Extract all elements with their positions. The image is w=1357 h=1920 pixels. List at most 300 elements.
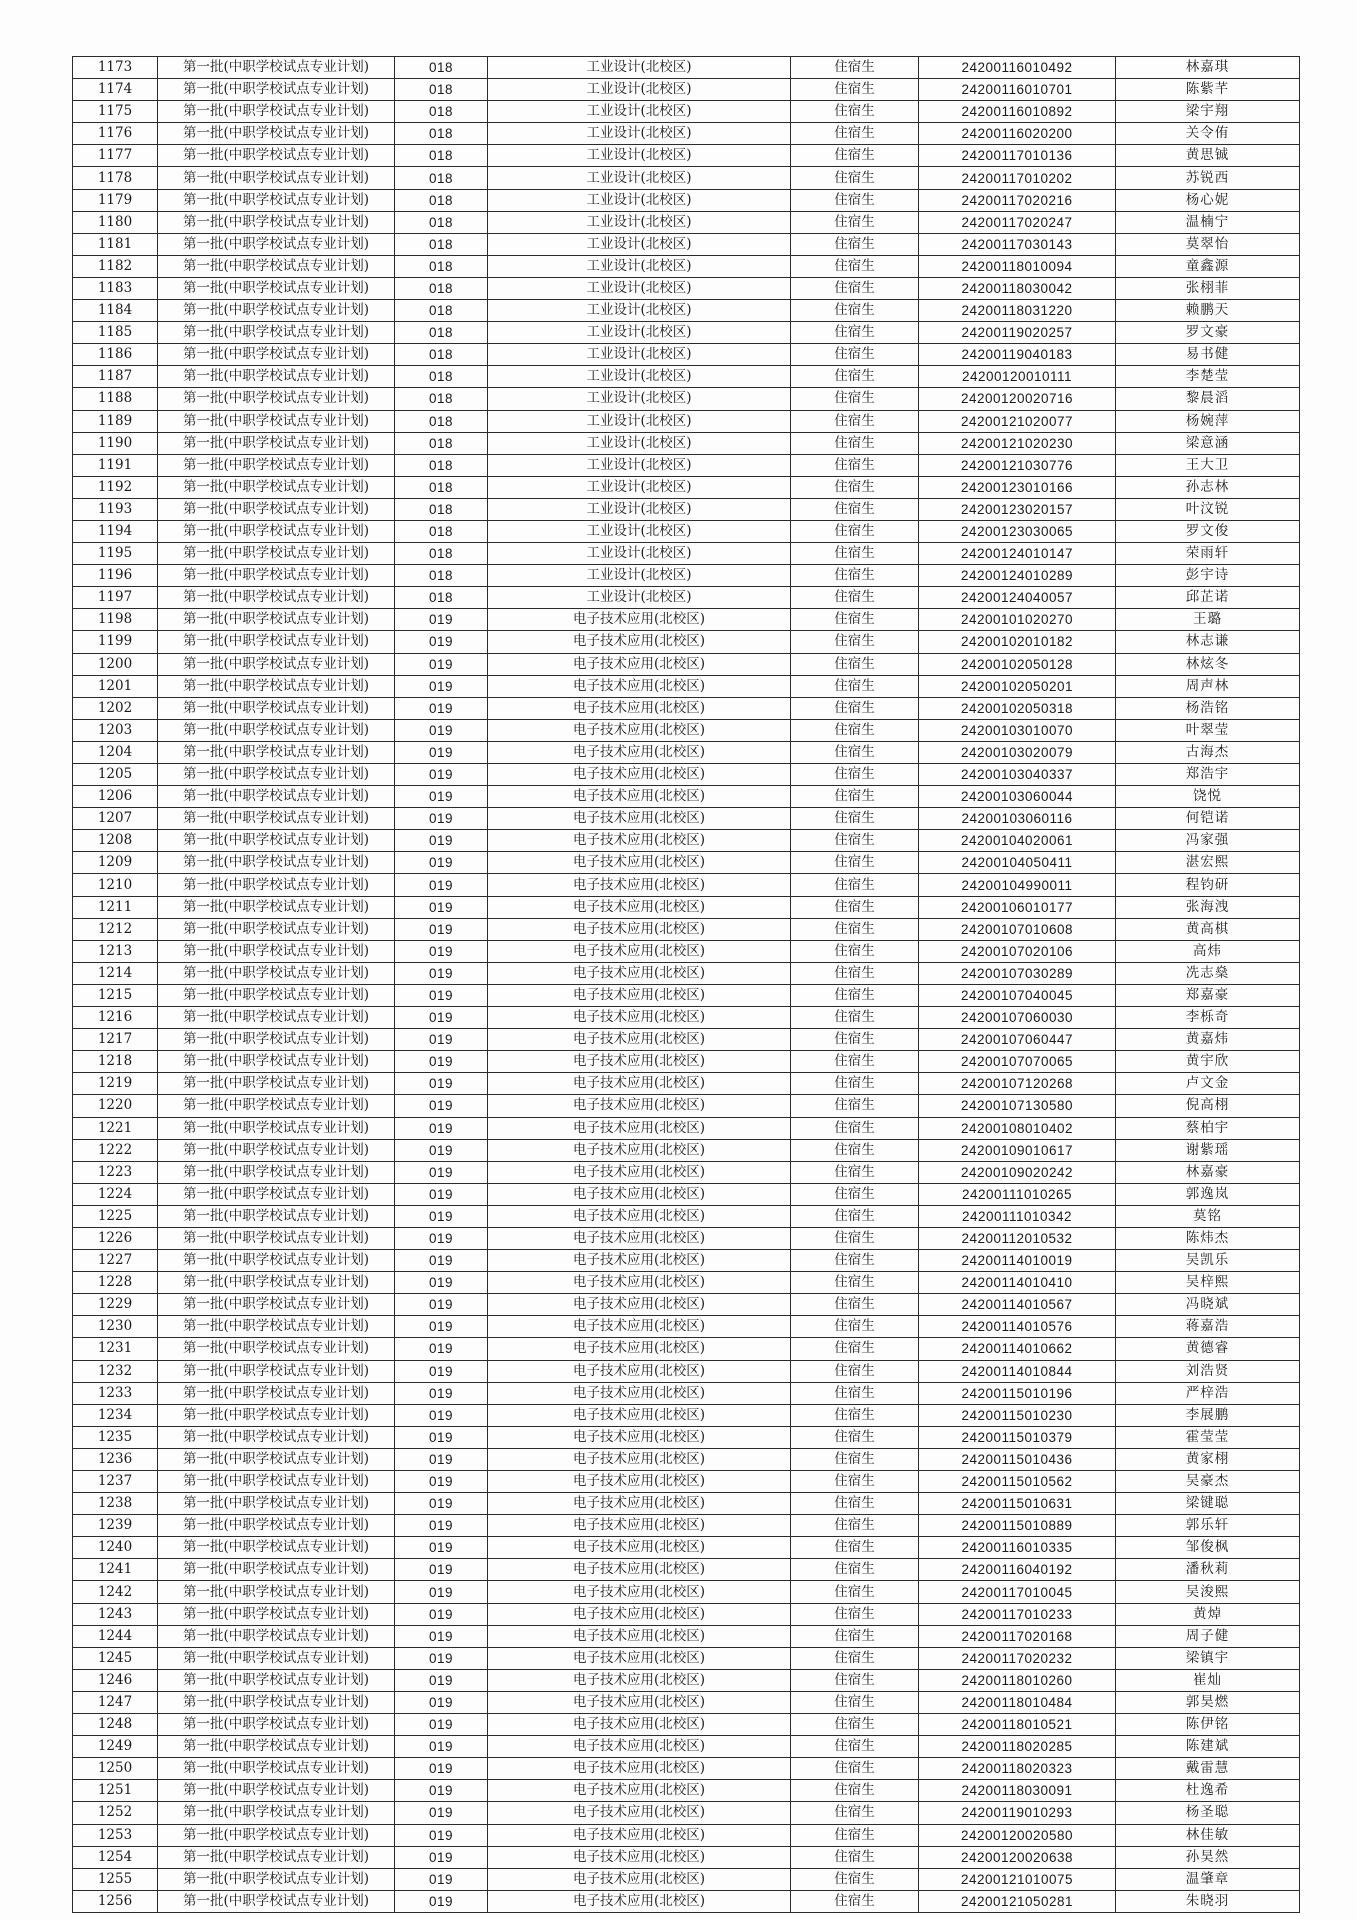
exam-number-cell: 24200117010202 bbox=[919, 167, 1116, 189]
table-row bbox=[73, 719, 1300, 741]
table-row bbox=[73, 1691, 1300, 1713]
row-number-cell: 1214 bbox=[73, 962, 158, 984]
row-number-cell: 1255 bbox=[73, 1868, 158, 1890]
exam-number-cell: 24200109010617 bbox=[919, 1139, 1116, 1161]
student-type-cell: 住宿生 bbox=[791, 322, 919, 344]
major-code-cell: 019 bbox=[395, 1758, 488, 1780]
batch-cell: 第一批(中职学校试点专业计划) bbox=[158, 388, 395, 410]
student-type-cell: 住宿生 bbox=[791, 896, 919, 918]
student-type-cell: 住宿生 bbox=[791, 1537, 919, 1559]
row-number-cell: 1184 bbox=[73, 300, 158, 322]
major-code-cell: 018 bbox=[395, 277, 488, 299]
student-type-cell: 住宿生 bbox=[791, 300, 919, 322]
exam-number-cell: 24200118020323 bbox=[919, 1758, 1116, 1780]
batch-cell: 第一批(中职学校试点专业计划) bbox=[158, 1537, 395, 1559]
major-name-cell: 电子技术应用(北校区) bbox=[488, 1448, 791, 1470]
student-type-cell: 住宿生 bbox=[791, 1139, 919, 1161]
batch-cell: 第一批(中职学校试点专业计划) bbox=[158, 675, 395, 697]
row-number-cell: 1205 bbox=[73, 764, 158, 786]
student-type-cell: 住宿生 bbox=[791, 1824, 919, 1846]
major-name-cell: 电子技术应用(北校区) bbox=[488, 874, 791, 896]
major-name-cell: 工业设计(北校区) bbox=[488, 300, 791, 322]
student-type-cell: 住宿生 bbox=[791, 101, 919, 123]
major-name-cell: 电子技术应用(北校区) bbox=[488, 1714, 791, 1736]
table-row bbox=[73, 233, 1300, 255]
batch-cell: 第一批(中职学校试点专业计划) bbox=[158, 1493, 395, 1515]
row-number-cell: 1216 bbox=[73, 1007, 158, 1029]
student-name-cell: 林志谦 bbox=[1116, 631, 1300, 653]
student-name-cell: 梁意涵 bbox=[1116, 432, 1300, 454]
student-name-cell: 霍莹莹 bbox=[1116, 1426, 1300, 1448]
student-type-cell: 住宿生 bbox=[791, 454, 919, 476]
major-name-cell: 电子技术应用(北校区) bbox=[488, 1161, 791, 1183]
exam-number-cell: 24200119020257 bbox=[919, 322, 1116, 344]
batch-cell: 第一批(中职学校试点专业计划) bbox=[158, 874, 395, 896]
student-name-cell: 梁键聪 bbox=[1116, 1493, 1300, 1515]
student-name-cell: 吴凯乐 bbox=[1116, 1250, 1300, 1272]
student-type-cell: 住宿生 bbox=[791, 476, 919, 498]
major-name-cell: 电子技术应用(北校区) bbox=[488, 1802, 791, 1824]
row-number-cell: 1224 bbox=[73, 1183, 158, 1205]
major-name-cell: 电子技术应用(北校区) bbox=[488, 1426, 791, 1448]
row-number-cell: 1175 bbox=[73, 101, 158, 123]
major-code-cell: 019 bbox=[395, 1029, 488, 1051]
exam-number-cell: 24200118010484 bbox=[919, 1691, 1116, 1713]
student-type-cell: 住宿生 bbox=[791, 1736, 919, 1758]
exam-number-cell: 24200118030042 bbox=[919, 277, 1116, 299]
student-name-cell: 吴浚熙 bbox=[1116, 1581, 1300, 1603]
batch-cell: 第一批(中职学校试点专业计划) bbox=[158, 587, 395, 609]
major-name-cell: 电子技术应用(北校区) bbox=[488, 1559, 791, 1581]
exam-number-cell: 24200103020079 bbox=[919, 741, 1116, 763]
table-row bbox=[73, 1559, 1300, 1581]
major-code-cell: 018 bbox=[395, 498, 488, 520]
table-row bbox=[73, 1250, 1300, 1272]
batch-cell: 第一批(中职学校试点专业计划) bbox=[158, 344, 395, 366]
batch-cell: 第一批(中职学校试点专业计划) bbox=[158, 1205, 395, 1227]
student-type-cell: 住宿生 bbox=[791, 123, 919, 145]
major-code-cell: 019 bbox=[395, 1824, 488, 1846]
table-row bbox=[73, 1117, 1300, 1139]
major-code-cell: 019 bbox=[395, 1007, 488, 1029]
student-name-cell: 李栎奇 bbox=[1116, 1007, 1300, 1029]
table-row bbox=[73, 1868, 1300, 1890]
major-code-cell: 019 bbox=[395, 1183, 488, 1205]
row-number-cell: 1221 bbox=[73, 1117, 158, 1139]
table-row bbox=[73, 1846, 1300, 1868]
exam-number-cell: 24200115010631 bbox=[919, 1493, 1116, 1515]
student-name-cell: 黄德睿 bbox=[1116, 1338, 1300, 1360]
student-name-cell: 蒋嘉浩 bbox=[1116, 1316, 1300, 1338]
row-number-cell: 1251 bbox=[73, 1780, 158, 1802]
table-row bbox=[73, 697, 1300, 719]
student-type-cell: 住宿生 bbox=[791, 1647, 919, 1669]
exam-number-cell: 24200102050318 bbox=[919, 697, 1116, 719]
batch-cell: 第一批(中职学校试点专业计划) bbox=[158, 1780, 395, 1802]
major-code-cell: 018 bbox=[395, 344, 488, 366]
row-number-cell: 1177 bbox=[73, 145, 158, 167]
major-name-cell: 电子技术应用(北校区) bbox=[488, 1493, 791, 1515]
major-name-cell: 电子技术应用(北校区) bbox=[488, 609, 791, 631]
student-type-cell: 住宿生 bbox=[791, 874, 919, 896]
major-code-cell: 019 bbox=[395, 1736, 488, 1758]
student-type-cell: 住宿生 bbox=[791, 697, 919, 719]
major-code-cell: 019 bbox=[395, 1316, 488, 1338]
major-name-cell: 电子技术应用(北校区) bbox=[488, 940, 791, 962]
table-row bbox=[73, 962, 1300, 984]
table-row bbox=[73, 255, 1300, 277]
batch-cell: 第一批(中职学校试点专业计划) bbox=[158, 896, 395, 918]
batch-cell: 第一批(中职学校试点专业计划) bbox=[158, 1338, 395, 1360]
major-name-cell: 电子技术应用(北校区) bbox=[488, 1824, 791, 1846]
student-name-cell: 张栩菲 bbox=[1116, 277, 1300, 299]
major-name-cell: 工业设计(北校区) bbox=[488, 388, 791, 410]
major-code-cell: 019 bbox=[395, 1205, 488, 1227]
major-code-cell: 019 bbox=[395, 1404, 488, 1426]
exam-number-cell: 24200107030289 bbox=[919, 962, 1116, 984]
table-row bbox=[73, 520, 1300, 542]
student-name-cell: 杜逸希 bbox=[1116, 1780, 1300, 1802]
major-name-cell: 电子技术应用(北校区) bbox=[488, 653, 791, 675]
row-number-cell: 1245 bbox=[73, 1647, 158, 1669]
row-number-cell: 1192 bbox=[73, 476, 158, 498]
batch-cell: 第一批(中职学校试点专业计划) bbox=[158, 1714, 395, 1736]
row-number-cell: 1200 bbox=[73, 653, 158, 675]
row-number-cell: 1208 bbox=[73, 830, 158, 852]
batch-cell: 第一批(中职学校试点专业计划) bbox=[158, 233, 395, 255]
exam-number-cell: 24200106010177 bbox=[919, 896, 1116, 918]
batch-cell: 第一批(中职学校试点专业计划) bbox=[158, 1824, 395, 1846]
major-name-cell: 电子技术应用(北校区) bbox=[488, 1316, 791, 1338]
student-type-cell: 住宿生 bbox=[791, 984, 919, 1006]
batch-cell: 第一批(中职学校试点专业计划) bbox=[158, 277, 395, 299]
student-type-cell: 住宿生 bbox=[791, 1448, 919, 1470]
table-row bbox=[73, 167, 1300, 189]
row-number-cell: 1203 bbox=[73, 719, 158, 741]
major-name-cell: 工业设计(北校区) bbox=[488, 432, 791, 454]
exam-number-cell: 24200124040057 bbox=[919, 587, 1116, 609]
student-type-cell: 住宿生 bbox=[791, 520, 919, 542]
batch-cell: 第一批(中职学校试点专业计划) bbox=[158, 57, 395, 79]
student-type-cell: 住宿生 bbox=[791, 852, 919, 874]
row-number-cell: 1202 bbox=[73, 697, 158, 719]
exam-number-cell: 24200116020200 bbox=[919, 123, 1116, 145]
student-name-cell: 湛宏熙 bbox=[1116, 852, 1300, 874]
major-name-cell: 工业设计(北校区) bbox=[488, 366, 791, 388]
student-type-cell: 住宿生 bbox=[791, 719, 919, 741]
table-row bbox=[73, 300, 1300, 322]
table-row bbox=[73, 410, 1300, 432]
row-number-cell: 1178 bbox=[73, 167, 158, 189]
major-code-cell: 019 bbox=[395, 719, 488, 741]
table-row bbox=[73, 432, 1300, 454]
batch-cell: 第一批(中职学校试点专业计划) bbox=[158, 1139, 395, 1161]
exam-number-cell: 24200116040192 bbox=[919, 1559, 1116, 1581]
exam-number-cell: 24200117020216 bbox=[919, 189, 1116, 211]
row-number-cell: 1238 bbox=[73, 1493, 158, 1515]
student-type-cell: 住宿生 bbox=[791, 189, 919, 211]
batch-cell: 第一批(中职学校试点专业计划) bbox=[158, 1581, 395, 1603]
batch-cell: 第一批(中职学校试点专业计划) bbox=[158, 741, 395, 763]
student-name-cell: 卢文金 bbox=[1116, 1073, 1300, 1095]
row-number-cell: 1236 bbox=[73, 1448, 158, 1470]
row-number-cell: 1183 bbox=[73, 277, 158, 299]
batch-cell: 第一批(中职学校试点专业计划) bbox=[158, 1029, 395, 1051]
student-name-cell: 关令侑 bbox=[1116, 123, 1300, 145]
batch-cell: 第一批(中职学校试点专业计划) bbox=[158, 631, 395, 653]
exam-number-cell: 24200107130580 bbox=[919, 1095, 1116, 1117]
major-code-cell: 019 bbox=[395, 1360, 488, 1382]
batch-cell: 第一批(中职学校试点专业计划) bbox=[158, 697, 395, 719]
student-name-cell: 郭昊燃 bbox=[1116, 1691, 1300, 1713]
row-number-cell: 1237 bbox=[73, 1471, 158, 1493]
student-type-cell: 住宿生 bbox=[791, 277, 919, 299]
batch-cell: 第一批(中职学校试点专业计划) bbox=[158, 764, 395, 786]
row-number-cell: 1179 bbox=[73, 189, 158, 211]
student-name-cell: 林嘉琪 bbox=[1116, 57, 1300, 79]
student-type-cell: 住宿生 bbox=[791, 808, 919, 830]
major-name-cell: 电子技术应用(北校区) bbox=[488, 962, 791, 984]
student-name-cell: 朱晓羽 bbox=[1116, 1890, 1300, 1912]
student-name-cell: 倪高栩 bbox=[1116, 1095, 1300, 1117]
student-type-cell: 住宿生 bbox=[791, 211, 919, 233]
major-name-cell: 工业设计(北校区) bbox=[488, 79, 791, 101]
student-type-cell: 住宿生 bbox=[791, 1338, 919, 1360]
major-name-cell: 工业设计(北校区) bbox=[488, 145, 791, 167]
major-code-cell: 019 bbox=[395, 1780, 488, 1802]
batch-cell: 第一批(中职学校试点专业计划) bbox=[158, 962, 395, 984]
student-name-cell: 周子健 bbox=[1116, 1625, 1300, 1647]
student-type-cell: 住宿生 bbox=[791, 565, 919, 587]
table-row bbox=[73, 366, 1300, 388]
student-name-cell: 莫翠怡 bbox=[1116, 233, 1300, 255]
row-number-cell: 1209 bbox=[73, 852, 158, 874]
student-name-cell: 何铠诺 bbox=[1116, 808, 1300, 830]
major-code-cell: 018 bbox=[395, 167, 488, 189]
row-number-cell: 1194 bbox=[73, 520, 158, 542]
student-name-cell: 邹俊枫 bbox=[1116, 1537, 1300, 1559]
table-row bbox=[73, 1360, 1300, 1382]
table-row bbox=[73, 322, 1300, 344]
exam-number-cell: 24200114010019 bbox=[919, 1250, 1116, 1272]
student-name-cell: 冯家强 bbox=[1116, 830, 1300, 852]
exam-number-cell: 24200111010342 bbox=[919, 1205, 1116, 1227]
student-type-cell: 住宿生 bbox=[791, 962, 919, 984]
table-row bbox=[73, 1205, 1300, 1227]
table-row bbox=[73, 1095, 1300, 1117]
major-code-cell: 019 bbox=[395, 1493, 488, 1515]
exam-number-cell: 24200107020106 bbox=[919, 940, 1116, 962]
major-code-cell: 019 bbox=[395, 653, 488, 675]
table-row bbox=[73, 1448, 1300, 1470]
row-number-cell: 1190 bbox=[73, 432, 158, 454]
major-name-cell: 电子技术应用(北校区) bbox=[488, 1471, 791, 1493]
student-type-cell: 住宿生 bbox=[791, 366, 919, 388]
row-number-cell: 1198 bbox=[73, 609, 158, 631]
major-code-cell: 019 bbox=[395, 1073, 488, 1095]
row-number-cell: 1204 bbox=[73, 741, 158, 763]
student-name-cell: 郑浩宇 bbox=[1116, 764, 1300, 786]
exam-number-cell: 24200118010260 bbox=[919, 1669, 1116, 1691]
exam-number-cell: 24200104990011 bbox=[919, 874, 1116, 896]
exam-number-cell: 24200114010567 bbox=[919, 1294, 1116, 1316]
row-number-cell: 1215 bbox=[73, 984, 158, 1006]
batch-cell: 第一批(中职学校试点专业计划) bbox=[158, 1448, 395, 1470]
student-type-cell: 住宿生 bbox=[791, 255, 919, 277]
major-code-cell: 019 bbox=[395, 1227, 488, 1249]
exam-number-cell: 24200104050411 bbox=[919, 852, 1116, 874]
row-number-cell: 1181 bbox=[73, 233, 158, 255]
student-type-cell: 住宿生 bbox=[791, 631, 919, 653]
exam-number-cell: 24200104020061 bbox=[919, 830, 1116, 852]
exam-number-cell: 24200119040183 bbox=[919, 344, 1116, 366]
major-code-cell: 019 bbox=[395, 896, 488, 918]
batch-cell: 第一批(中职学校试点专业计划) bbox=[158, 1559, 395, 1581]
batch-cell: 第一批(中职学校试点专业计划) bbox=[158, 1515, 395, 1537]
student-type-cell: 住宿生 bbox=[791, 1890, 919, 1912]
student-type-cell: 住宿生 bbox=[791, 653, 919, 675]
exam-number-cell: 24200112010532 bbox=[919, 1227, 1116, 1249]
exam-number-cell: 24200120020580 bbox=[919, 1824, 1116, 1846]
major-name-cell: 电子技术应用(北校区) bbox=[488, 1250, 791, 1272]
major-code-cell: 019 bbox=[395, 940, 488, 962]
table-row bbox=[73, 476, 1300, 498]
table-row bbox=[73, 1051, 1300, 1073]
student-name-cell: 黄嘉炜 bbox=[1116, 1029, 1300, 1051]
major-name-cell: 电子技术应用(北校区) bbox=[488, 1691, 791, 1713]
major-name-cell: 工业设计(北校区) bbox=[488, 543, 791, 565]
exam-number-cell: 24200117020247 bbox=[919, 211, 1116, 233]
row-number-cell: 1256 bbox=[73, 1890, 158, 1912]
major-name-cell: 电子技术应用(北校区) bbox=[488, 918, 791, 940]
batch-cell: 第一批(中职学校试点专业计划) bbox=[158, 79, 395, 101]
major-code-cell: 018 bbox=[395, 388, 488, 410]
table-row bbox=[73, 1581, 1300, 1603]
major-name-cell: 电子技术应用(北校区) bbox=[488, 1581, 791, 1603]
student-type-cell: 住宿生 bbox=[791, 1714, 919, 1736]
major-code-cell: 018 bbox=[395, 123, 488, 145]
batch-cell: 第一批(中职学校试点专业计划) bbox=[158, 123, 395, 145]
exam-number-cell: 24200101020270 bbox=[919, 609, 1116, 631]
student-name-cell: 叶翠莹 bbox=[1116, 719, 1300, 741]
batch-cell: 第一批(中职学校试点专业计划) bbox=[158, 609, 395, 631]
row-number-cell: 1239 bbox=[73, 1515, 158, 1537]
major-name-cell: 电子技术应用(北校区) bbox=[488, 1758, 791, 1780]
major-name-cell: 电子技术应用(北校区) bbox=[488, 808, 791, 830]
major-code-cell: 018 bbox=[395, 454, 488, 476]
student-name-cell: 吴梓熙 bbox=[1116, 1272, 1300, 1294]
student-type-cell: 住宿生 bbox=[791, 1029, 919, 1051]
major-name-cell: 电子技术应用(北校区) bbox=[488, 1404, 791, 1426]
table-row bbox=[73, 896, 1300, 918]
batch-cell: 第一批(中职学校试点专业计划) bbox=[158, 940, 395, 962]
major-code-cell: 019 bbox=[395, 764, 488, 786]
exam-number-cell: 24200118030091 bbox=[919, 1780, 1116, 1802]
student-type-cell: 住宿生 bbox=[791, 1205, 919, 1227]
student-name-cell: 杨圣聪 bbox=[1116, 1802, 1300, 1824]
exam-number-cell: 24200116010701 bbox=[919, 79, 1116, 101]
table-row bbox=[73, 984, 1300, 1006]
row-number-cell: 1246 bbox=[73, 1669, 158, 1691]
exam-number-cell: 24200121010075 bbox=[919, 1868, 1116, 1890]
student-name-cell: 郭乐轩 bbox=[1116, 1515, 1300, 1537]
major-code-cell: 019 bbox=[395, 1161, 488, 1183]
student-type-cell: 住宿生 bbox=[791, 1316, 919, 1338]
row-number-cell: 1242 bbox=[73, 1581, 158, 1603]
batch-cell: 第一批(中职学校试点专业计划) bbox=[158, 1183, 395, 1205]
row-number-cell: 1233 bbox=[73, 1382, 158, 1404]
student-type-cell: 住宿生 bbox=[791, 79, 919, 101]
row-number-cell: 1195 bbox=[73, 543, 158, 565]
student-name-cell: 郑嘉豪 bbox=[1116, 984, 1300, 1006]
student-type-cell: 住宿生 bbox=[791, 1117, 919, 1139]
student-type-cell: 住宿生 bbox=[791, 167, 919, 189]
row-number-cell: 1182 bbox=[73, 255, 158, 277]
major-code-cell: 019 bbox=[395, 808, 488, 830]
major-name-cell: 工业设计(北校区) bbox=[488, 476, 791, 498]
student-type-cell: 住宿生 bbox=[791, 1227, 919, 1249]
exam-number-cell: 24200115010196 bbox=[919, 1382, 1116, 1404]
exam-number-cell: 24200118010521 bbox=[919, 1714, 1116, 1736]
major-name-cell: 电子技术应用(北校区) bbox=[488, 697, 791, 719]
student-name-cell: 莫铭 bbox=[1116, 1205, 1300, 1227]
batch-cell: 第一批(中职学校试点专业计划) bbox=[158, 432, 395, 454]
exam-number-cell: 24200115010436 bbox=[919, 1448, 1116, 1470]
major-code-cell: 018 bbox=[395, 565, 488, 587]
major-code-cell: 019 bbox=[395, 1625, 488, 1647]
row-number-cell: 1206 bbox=[73, 786, 158, 808]
batch-cell: 第一批(中职学校试点专业计划) bbox=[158, 454, 395, 476]
student-name-cell: 戴雷慧 bbox=[1116, 1758, 1300, 1780]
table-row bbox=[73, 1890, 1300, 1912]
major-name-cell: 电子技术应用(北校区) bbox=[488, 1139, 791, 1161]
batch-cell: 第一批(中职学校试点专业计划) bbox=[158, 1117, 395, 1139]
major-name-cell: 电子技术应用(北校区) bbox=[488, 1205, 791, 1227]
table-row bbox=[73, 1669, 1300, 1691]
row-number-cell: 1248 bbox=[73, 1714, 158, 1736]
major-name-cell: 工业设计(北校区) bbox=[488, 587, 791, 609]
major-name-cell: 工业设计(北校区) bbox=[488, 344, 791, 366]
student-type-cell: 住宿生 bbox=[791, 432, 919, 454]
student-name-cell: 陈伊铭 bbox=[1116, 1714, 1300, 1736]
table-row bbox=[73, 940, 1300, 962]
table-row bbox=[73, 1426, 1300, 1448]
row-number-cell: 1247 bbox=[73, 1691, 158, 1713]
exam-number-cell: 24200111010265 bbox=[919, 1183, 1116, 1205]
batch-cell: 第一批(中职学校试点专业计划) bbox=[158, 918, 395, 940]
major-name-cell: 电子技术应用(北校区) bbox=[488, 1294, 791, 1316]
student-name-cell: 高炜 bbox=[1116, 940, 1300, 962]
major-code-cell: 019 bbox=[395, 697, 488, 719]
student-name-cell: 冼志燊 bbox=[1116, 962, 1300, 984]
row-number-cell: 1176 bbox=[73, 123, 158, 145]
student-type-cell: 住宿生 bbox=[791, 1603, 919, 1625]
major-code-cell: 018 bbox=[395, 300, 488, 322]
exam-number-cell: 24200124010147 bbox=[919, 543, 1116, 565]
row-number-cell: 1213 bbox=[73, 940, 158, 962]
major-name-cell: 电子技术应用(北校区) bbox=[488, 1183, 791, 1205]
exam-number-cell: 24200117020232 bbox=[919, 1647, 1116, 1669]
exam-number-cell: 24200107040045 bbox=[919, 984, 1116, 1006]
row-number-cell: 1188 bbox=[73, 388, 158, 410]
table-row bbox=[73, 211, 1300, 233]
student-name-cell: 彭宇诗 bbox=[1116, 565, 1300, 587]
batch-cell: 第一批(中职学校试点专业计划) bbox=[158, 1161, 395, 1183]
table-row bbox=[73, 189, 1300, 211]
student-type-cell: 住宿生 bbox=[791, 1007, 919, 1029]
major-code-cell: 019 bbox=[395, 1647, 488, 1669]
row-number-cell: 1226 bbox=[73, 1227, 158, 1249]
